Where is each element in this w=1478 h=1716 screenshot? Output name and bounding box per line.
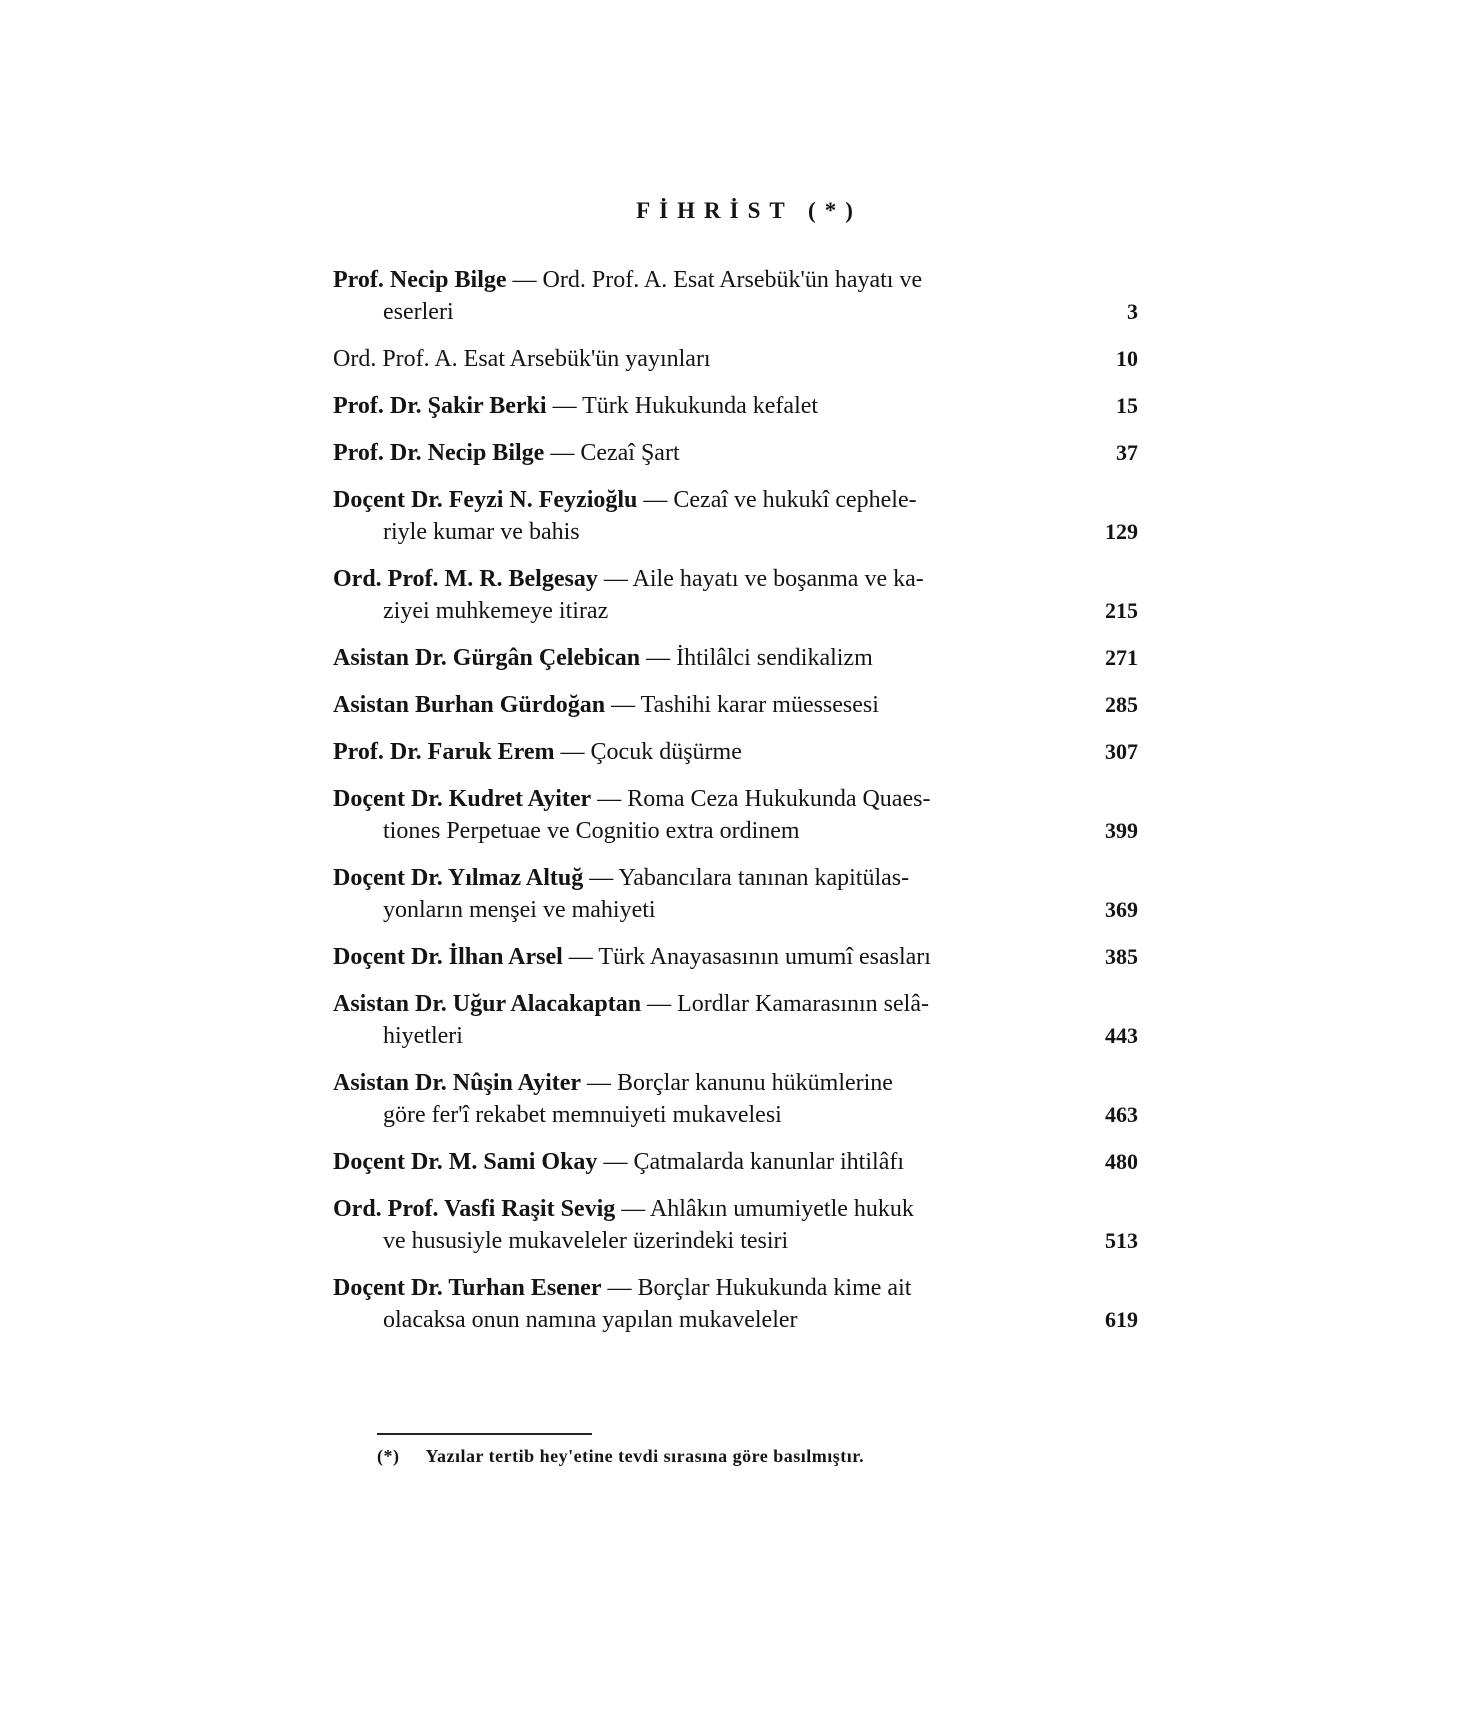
toc-entry-continuation-line xyxy=(333,1020,1068,1052)
toc-entry-title-text: Borçlar kanunu hükümlerine xyxy=(617,1070,893,1096)
toc-entry-first-line xyxy=(333,563,1068,595)
toc-entry-page-number: 619 xyxy=(1105,1307,1138,1332)
toc-entry xyxy=(333,988,1138,1052)
toc-entry-page-number: 463 xyxy=(1105,1102,1138,1127)
toc-entry-separator: — xyxy=(637,487,674,513)
footnote-divider xyxy=(377,1433,592,1435)
toc-entry-author: Asistan Dr. Nûşin Ayiter xyxy=(333,1070,582,1096)
toc-entry-title-text: Çocuk düşürme xyxy=(590,739,742,765)
toc-entry xyxy=(333,264,1138,328)
toc-entry-page-number: 129 xyxy=(1105,519,1138,544)
toc-entry-title-text: Lordlar Kamarasının selâ- xyxy=(677,991,929,1017)
toc-entry-first-line xyxy=(333,642,1068,674)
toc-entry-first-line xyxy=(333,1146,1068,1178)
toc-entry-continuation-line xyxy=(333,1304,1068,1336)
toc-entry-first-line xyxy=(333,689,1068,721)
toc-entry-author: Prof. Dr. Faruk Erem xyxy=(333,739,555,765)
toc-entry-separator: — xyxy=(601,1275,638,1301)
toc-entry-separator: — xyxy=(544,440,581,466)
toc-entry-title-text: Aile hayatı ve boşanma ve ka- xyxy=(632,566,924,592)
toc-entry-first-line xyxy=(333,437,1068,469)
toc-entry-first-line xyxy=(333,390,1068,422)
footnote-text: Yazılar tertib hey'etine tevdi sırasına göre basılmıştır. xyxy=(425,1446,865,1466)
toc-entry-first-line xyxy=(333,862,1068,894)
toc-entry-title-text: riyle kumar ve bahis xyxy=(383,519,580,545)
toc-entry-title-text: Borçlar Hukukunda kime ait xyxy=(637,1275,912,1301)
toc-entry-author: Asistan Dr. Gürgân Çelebican xyxy=(333,645,641,671)
toc-entry-title-text: Ord. Prof. A. Esat Arsebük'ün yayınları xyxy=(333,346,711,372)
toc-entry-first-line xyxy=(333,941,1068,973)
page-title: FİHRİST (*) xyxy=(636,198,862,223)
toc-entry-first-line xyxy=(333,1067,1068,1099)
toc-entry-continuation-line xyxy=(333,815,1068,847)
toc-entry-page-number: 369 xyxy=(1105,897,1138,922)
toc-entry-separator: — xyxy=(583,865,619,891)
toc-entry-first-line xyxy=(333,783,1068,815)
toc-entry-title-text: Ord. Prof. A. Esat Arsebük'ün hayatı ve xyxy=(542,267,923,293)
toc-entry xyxy=(333,1193,1138,1257)
toc-entry-author: Doçent Dr. Yılmaz Altuğ xyxy=(333,865,584,891)
toc-entry-title-text: Türk Anayasasının umumî esasları xyxy=(598,944,931,970)
toc-entry xyxy=(333,1272,1138,1336)
toc-entry-separator: — xyxy=(640,645,677,671)
toc-entry-page-number: 15 xyxy=(1116,393,1138,418)
toc-entry-first-line xyxy=(333,264,1068,296)
toc-entry-page-number: 385 xyxy=(1105,944,1138,969)
toc-entry-author: Ord. Prof. Vasfi Raşit Sevig xyxy=(333,1196,616,1222)
toc-entry-author: Prof. Dr. Necip Bilge xyxy=(333,440,545,466)
toc-entry xyxy=(333,437,1138,469)
toc-entry-page-number: 215 xyxy=(1105,598,1138,623)
toc-entry-page-number: 10 xyxy=(1116,346,1138,371)
toc-entry-title-text: Yabancılara tanınan kapitülas- xyxy=(618,865,910,891)
toc-entry-title-text: Roma Ceza Hukukunda Quaes- xyxy=(627,786,931,812)
toc-entry-author: Doçent Dr. Turhan Esener xyxy=(333,1275,602,1301)
toc-entry-separator: — xyxy=(506,267,543,293)
toc-entry-page-number: 513 xyxy=(1105,1228,1138,1253)
toc-entry-title-text: göre fer'î rekabet memnuiyeti mukavelesi xyxy=(383,1102,782,1128)
toc-entry-title-text: Türk Hukukunda kefalet xyxy=(582,393,819,419)
toc-entry-separator: — xyxy=(605,692,641,718)
toc-entry-title-text: Ahlâkın umumiyetle hukuk xyxy=(649,1196,914,1222)
toc-entry-first-line xyxy=(333,988,1068,1020)
toc-entry-separator: — xyxy=(641,991,678,1017)
toc-entry-separator: — xyxy=(597,566,633,592)
toc-entry-page-number: 307 xyxy=(1105,739,1138,764)
toc-entry xyxy=(333,862,1138,926)
toc-entry-title-text: Cezaî ve hukukî cephele- xyxy=(673,487,917,513)
toc-entry xyxy=(333,484,1138,548)
toc-entry xyxy=(333,390,1138,422)
toc-entry-continuation-line xyxy=(333,516,1068,548)
toc-entry-title-text: olacaksa onun namına yapılan mukaveleler xyxy=(383,1307,798,1333)
toc-entry-page-number: 399 xyxy=(1105,818,1138,843)
toc-entry-continuation-line xyxy=(333,595,1068,627)
toc-entry-separator: — xyxy=(581,1070,618,1096)
toc-entry-page-number: 443 xyxy=(1105,1023,1138,1048)
toc-entry xyxy=(333,1146,1138,1178)
footnote-marker: (*) xyxy=(377,1446,400,1466)
toc-entry xyxy=(333,343,1138,375)
toc-entry-title-text: Tashihi karar müessesesi xyxy=(640,692,879,718)
toc-entry-page-number: 285 xyxy=(1105,692,1138,717)
toc-entry-author: Doçent Dr. İlhan Arsel xyxy=(333,944,563,970)
toc-entry-separator: — xyxy=(591,786,628,812)
toc-entry-author: Asistan Dr. Uğur Alacakaptan xyxy=(333,991,642,1017)
toc-entry xyxy=(333,1067,1138,1131)
toc-entry-separator: — xyxy=(546,393,583,419)
toc-entry-title-text: ve hususiyle mukaveleler üzerindeki tesiri xyxy=(383,1228,789,1254)
toc-entry-page-number: 3 xyxy=(1127,299,1138,324)
toc-entry-title-text: eserleri xyxy=(383,299,454,325)
footnote xyxy=(377,1446,864,1467)
toc-entry-separator: — xyxy=(597,1149,634,1175)
toc-entry-separator: — xyxy=(562,944,599,970)
toc-entry-first-line xyxy=(333,343,1068,375)
toc-entry-first-line xyxy=(333,484,1068,516)
toc-entry-continuation-line xyxy=(333,1099,1068,1131)
toc-entry-author: Doçent Dr. Kudret Ayiter xyxy=(333,786,592,812)
toc-entry-title-text: Çatmalarda kanunlar ihtilâfı xyxy=(633,1149,904,1175)
toc-entry-title-text: İhtilâlci sendikalizm xyxy=(676,645,873,671)
toc-entry-first-line xyxy=(333,1272,1068,1304)
toc-entry-author: Prof. Dr. Şakir Berki xyxy=(333,393,547,419)
toc-entry-page-number: 271 xyxy=(1105,645,1138,670)
toc-entry-page-number: 480 xyxy=(1105,1149,1138,1174)
toc-entry-author: Ord. Prof. M. R. Belgesay xyxy=(333,566,598,592)
toc-entry-first-line xyxy=(333,1193,1068,1225)
toc-entry-author: Doçent Dr. M. Sami Okay xyxy=(333,1149,598,1175)
toc-entry-title-text: ziyei muhkemeye itiraz xyxy=(383,598,609,624)
toc-entry-author: Asistan Burhan Gürdoğan xyxy=(333,692,606,718)
toc-entry xyxy=(333,642,1138,674)
toc-entry-page-number: 37 xyxy=(1116,440,1138,465)
toc-entry xyxy=(333,941,1138,973)
toc-entry-title-text: yonların menşei ve mahiyeti xyxy=(383,897,656,923)
toc-entry-continuation-line xyxy=(333,1225,1068,1257)
toc-entry-separator: — xyxy=(615,1196,650,1222)
toc-entry xyxy=(333,783,1138,847)
toc-entry xyxy=(333,563,1138,627)
toc-entry-author: Prof. Necip Bilge xyxy=(333,267,507,293)
toc-entry xyxy=(333,736,1138,768)
toc-entry-title-text: Cezaî Şart xyxy=(580,440,680,466)
toc-entry-title-text: hiyetleri xyxy=(383,1023,463,1049)
toc-entry-continuation-line xyxy=(333,894,1068,926)
toc-entry-separator: — xyxy=(554,739,591,765)
table-of-contents xyxy=(333,264,1138,1351)
toc-entry-title-text: tiones Perpetuae ve Cognitio extra ordinem xyxy=(383,818,800,844)
toc-entry-author: Doçent Dr. Feyzi N. Feyzioğlu xyxy=(333,487,638,513)
toc-entry-first-line xyxy=(333,736,1068,768)
toc-entry xyxy=(333,689,1138,721)
toc-entry-continuation-line xyxy=(333,296,1068,328)
